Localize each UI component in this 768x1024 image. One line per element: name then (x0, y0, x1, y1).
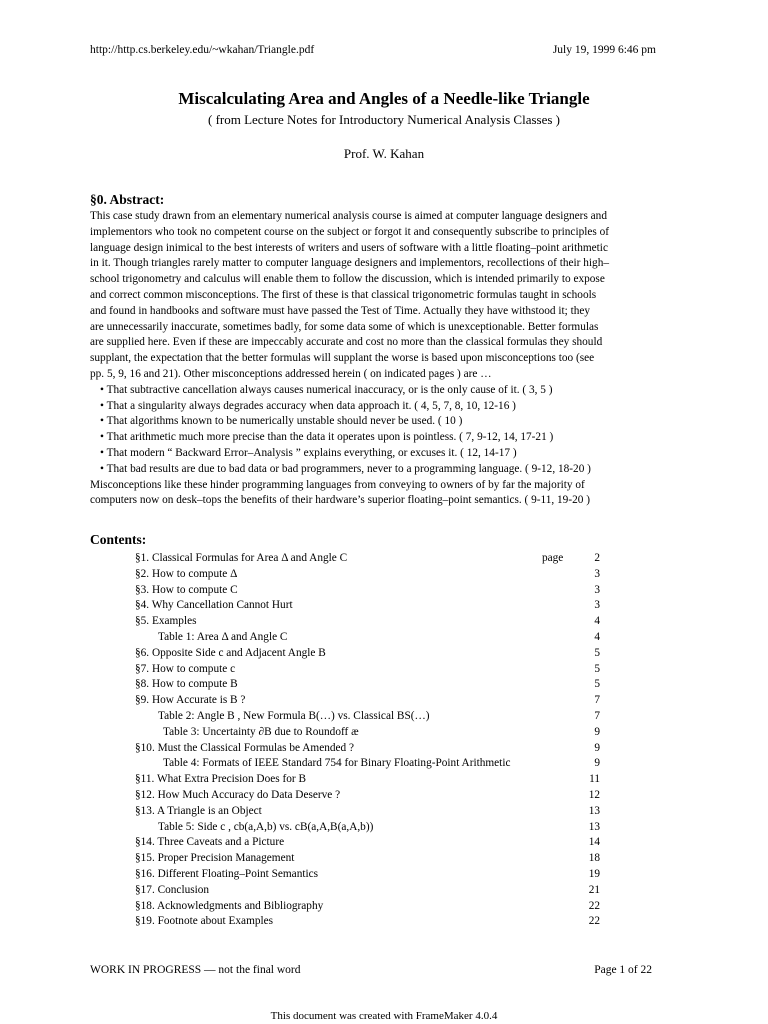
toc-entry-title: §9. How Accurate is B ? (135, 694, 246, 707)
toc-entry-page: 9 (594, 741, 600, 754)
toc-entry (0, 820, 768, 836)
toc-entry (0, 725, 768, 741)
toc-entry-page: 11 (589, 773, 600, 786)
toc-entry-page: 13 (588, 804, 600, 817)
toc-entry-title: §19. Footnote about Examples (135, 915, 274, 928)
toc-entry-page: 9 (594, 757, 600, 770)
toc-entry (0, 883, 768, 899)
abstract-line: This case study drawn from an elementary numerical analysis course is aimed at computer language designers and (90, 210, 607, 222)
toc-entry-title: Table 4: Formats of IEEE Standard 754 for Binary Floating-Point Arithmetic (163, 757, 511, 770)
toc-entry-page: 19 (588, 867, 600, 880)
abstract-line: computers now on desk–tops the benefits of their hardware’s superior floating–point semantics. ( 9-11, 19-20 ) (90, 494, 590, 507)
toc-entry (0, 804, 768, 820)
toc-entry-page: 14 (588, 836, 600, 849)
toc-entry (0, 646, 768, 662)
toc-entry-title: §16. Different Floating–Point Semantics (135, 867, 319, 880)
toc-entry-title: §5. Examples (135, 615, 197, 628)
toc-entry-title: Table 3: Uncertainty ∂B due to Roundoff æ (163, 725, 359, 738)
toc-entry-title: Table 5: Side c , cb(a,A,b) vs. cB(a,A,B(a,A,b)) (158, 820, 374, 833)
toc-entry-title: §13. A Triangle is an Object (135, 804, 262, 817)
toc-entry-title: §7. How to compute c (135, 662, 236, 675)
misconception-bullet: • That subtractive cancellation always causes numerical inaccuracy, or is the only cause of it. ( 3, 5 ) (100, 383, 553, 396)
toc-entry-page: 22 (588, 899, 600, 912)
toc-entry-page: 4 (594, 630, 600, 643)
abstract-line: are unnecessarily inaccurate, sometimes badly, for some data some of which is unexceptionable. Better formulas (90, 320, 599, 333)
toc-entry-title: §15. Proper Precision Management (135, 852, 295, 865)
toc-entry-page: 5 (594, 646, 600, 659)
toc-entry-title: Table 2: Angle B , New Formula B(…) vs. Classical BS(…) (158, 709, 430, 722)
abstract-line: in it. Though triangles rarely matter to computer language designers and implementors, recollections of their high– (90, 257, 609, 270)
toc-entry (0, 630, 768, 646)
abstract-line: language design inimical to the best interests of writers and users of software with a little floating–point arithmetic (90, 241, 608, 254)
contents-heading: Contents: (90, 532, 147, 547)
abstract-line: pp. 5, 9, 16 and 21). Other misconceptions addressed herein ( on indicated pages ) are … (90, 367, 492, 380)
toc-entry-page: 22 (588, 915, 600, 928)
toc-entry-page: 9 (594, 725, 600, 738)
toc-entry-title: §14. Three Caveats and a Picture (135, 836, 285, 849)
abstract-body (90, 209, 690, 509)
toc-entry-title: §11. What Extra Precision Does for B (135, 773, 306, 786)
abstract-line: implementors who took no competent course on the subject or forgot it and consequently subscribe to principles of (90, 225, 610, 238)
header-date: July 19, 1999 6:46 pm (552, 44, 656, 56)
toc-entry (0, 662, 768, 678)
toc-entry-title: §6. Opposite Side c and Adjacent Angle B (135, 646, 326, 659)
abstract-line: school trigonometry and calculus will enable them to follow the discussion, which is intended primarily to expose (90, 273, 605, 286)
toc-entry (0, 709, 768, 725)
toc-entry-title: §12. How Much Accuracy do Data Deserve ? (135, 788, 341, 801)
abstract-heading: §0. Abstract: (90, 192, 165, 207)
toc-entry-page: 21 (588, 883, 600, 896)
document-subtitle: ( from Lecture Notes for Introductory Numerical Analysis Classes ) (208, 112, 560, 127)
abstract-line: and correct common misconceptions. The first of these is that classical trigonometric formulas taught in schools (90, 288, 597, 301)
misconception-bullet: • That bad results are due to bad data or bad programmers, never to a programming language. ( 9-12, 18-20 ) (100, 462, 591, 475)
toc-entry-page: 3 (594, 567, 600, 580)
footer-status: WORK IN PROGRESS — not the final word (90, 964, 301, 976)
toc-entry (0, 914, 768, 930)
toc-entry (0, 741, 768, 757)
toc-entry-page: 7 (594, 694, 600, 707)
misconception-bullet: • That algorithms known to be numerically unstable should never be used. ( 10 ) (100, 415, 463, 428)
toc-entry-page: 13 (588, 820, 600, 833)
toc-entry (0, 693, 768, 709)
toc-entry-title: §4. Why Cancellation Cannot Hurt (135, 599, 293, 612)
toc-entry-title: §10. Must the Classical Formulas be Amended ? (135, 741, 355, 754)
toc-entry (0, 899, 768, 915)
toc-entry (0, 583, 768, 599)
toc-entry (0, 835, 768, 851)
toc-entry (0, 788, 768, 804)
toc-entry-title: Table 1: Area Δ and Angle C (158, 630, 288, 643)
toc-entry (0, 551, 768, 567)
abstract-line: Misconceptions like these hinder programming languages from conveying to owners of by far the majority of (90, 478, 585, 491)
toc-entry (0, 677, 768, 693)
toc-entry-page: 2 (594, 552, 600, 564)
toc-entry-page: 12 (588, 788, 600, 801)
toc-entry (0, 756, 768, 772)
header-url: http://http.cs.berkeley.edu/~wkahan/Triangle.pdf (90, 44, 315, 56)
misconception-bullet: • That a singularity always degrades accuracy when data approach it. ( 4, 5, 7, 8, 10, 12-16 ) (100, 399, 516, 412)
toc-entry-title: §1. Classical Formulas for Area Δ and Angle C (135, 552, 348, 564)
toc-entry-page: 7 (594, 709, 600, 722)
abstract-line: supplant, the expectation that the better formulas will supplant the worse is based upon misconceptions too (see (90, 352, 595, 365)
toc-entry (0, 598, 768, 614)
toc-entry (0, 851, 768, 867)
document-author: Prof. W. Kahan (343, 146, 425, 161)
toc-entry-title: §2. How to compute Δ (135, 567, 238, 580)
table-of-contents (0, 551, 768, 930)
toc-entry-page: 4 (594, 615, 600, 628)
document-title: Miscalculating Area and Angles of a Needle-like Triangle (178, 89, 590, 108)
toc-entry-page: 5 (594, 662, 600, 675)
abstract-line: and found in handbooks and software must have passed the Test of Time. Actually they have withstood it; they (90, 304, 591, 317)
footer-page-number: Page 1 of 22 (594, 964, 652, 976)
toc-entry (0, 614, 768, 630)
toc-entry (0, 867, 768, 883)
toc-entry-title: §8. How to compute B (135, 678, 238, 691)
misconception-bullet: • That modern “ Backward Error–Analysis ” explains everything, or excuses it. ( 12, 14-17 ) (100, 446, 517, 459)
toc-entry-title: §17. Conclusion (135, 883, 210, 896)
footer-creator-note: This document was created with FrameMaker 4.0.4 (270, 1010, 498, 1022)
toc-entry-page: 3 (594, 583, 600, 596)
toc-entry-title: §3. How to compute C (135, 583, 238, 596)
toc-entry-page: 18 (588, 852, 600, 865)
toc-entry-page: 5 (594, 678, 600, 691)
toc-entry-page: 3 (594, 599, 600, 612)
misconception-bullet: • That arithmetic much more precise than the data it operates upon is pointless. ( 7, 9-12, 14, 17-21 ) (100, 431, 554, 444)
abstract-line: are supplied here. Even if these are impeccably accurate and cost no more than the classical formulas they should (90, 336, 603, 349)
toc-entry-title: §18. Acknowledgments and Bibliography (135, 899, 324, 912)
toc-entry (0, 772, 768, 788)
toc-page-label: page (542, 552, 564, 564)
toc-entry (0, 567, 768, 583)
